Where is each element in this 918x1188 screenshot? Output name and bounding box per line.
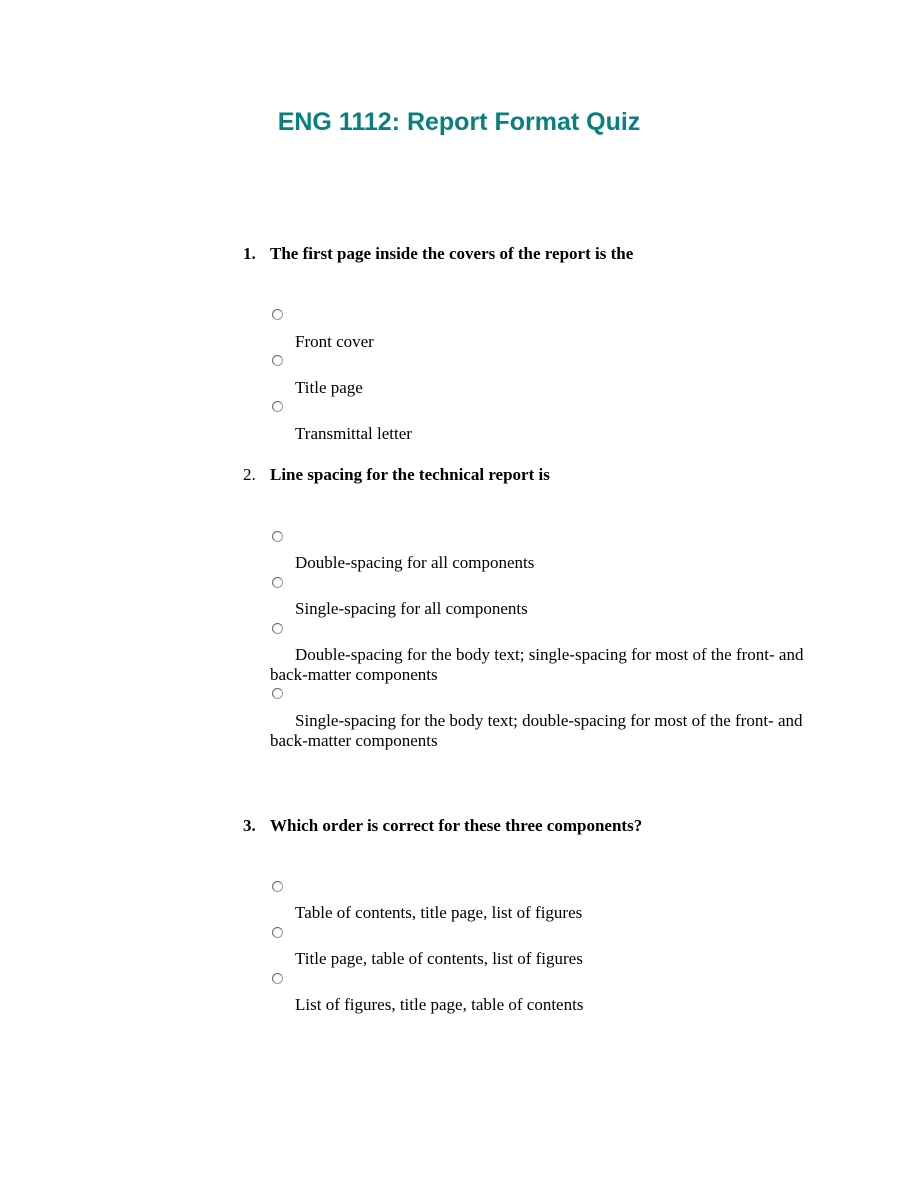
question-2-option-2-radio-button-icon[interactable] bbox=[272, 577, 283, 588]
question-2-option-2-label[interactable]: Single-spacing for all components bbox=[295, 599, 528, 618]
question-1-option-1-radio-button-icon[interactable] bbox=[272, 309, 283, 320]
question-1-option-3-radio-button-icon[interactable] bbox=[272, 401, 283, 412]
question-3-option-2-radio-button-icon[interactable] bbox=[272, 927, 283, 938]
question-3-option-1-radio-button-icon[interactable] bbox=[272, 881, 283, 892]
question-2-option-1-label[interactable]: Double-spacing for all components bbox=[295, 553, 535, 572]
question-1-option-3-label[interactable]: Transmittal letter bbox=[295, 424, 412, 443]
question-3-option-3-label[interactable]: List of figures, title page, table of contents bbox=[295, 995, 584, 1014]
question-3-option-2-label[interactable]: Title page, table of contents, list of figures bbox=[295, 949, 583, 968]
question-2-option-3-radio-button-icon[interactable] bbox=[272, 623, 283, 634]
question-1-text: The first page inside the covers of the report is the bbox=[270, 244, 634, 263]
question-1-option-2-radio-button-icon[interactable] bbox=[272, 355, 283, 366]
question-3-option-3-radio-button-icon[interactable] bbox=[272, 973, 283, 984]
question-1-option-1-label[interactable]: Front cover bbox=[295, 332, 374, 351]
question-2-option-1-radio-button-icon[interactable] bbox=[272, 531, 283, 542]
question-2-option-4-radio-button-icon[interactable] bbox=[272, 688, 283, 699]
question-3-number: 3. bbox=[243, 816, 256, 835]
question-3-text: Which order is correct for these three components? bbox=[270, 816, 643, 835]
page-title: ENG 1112: Report Format Quiz bbox=[277, 108, 641, 136]
question-2-number: 2. bbox=[243, 465, 256, 484]
question-2-option-4-label[interactable]: Single-spacing for the body text; double-spacing for most of the front- and back-matter components bbox=[270, 711, 803, 750]
question-2-option-3-label[interactable]: Double-spacing for the body text; single-spacing for most of the front- and back-matter components bbox=[270, 645, 804, 684]
question-1-number: 1. bbox=[243, 244, 256, 263]
question-1-option-2-label[interactable]: Title page bbox=[295, 378, 363, 397]
question-2-text: Line spacing for the technical report is bbox=[270, 465, 550, 484]
question-3-option-1-label[interactable]: Table of contents, title page, list of figures bbox=[295, 903, 583, 922]
